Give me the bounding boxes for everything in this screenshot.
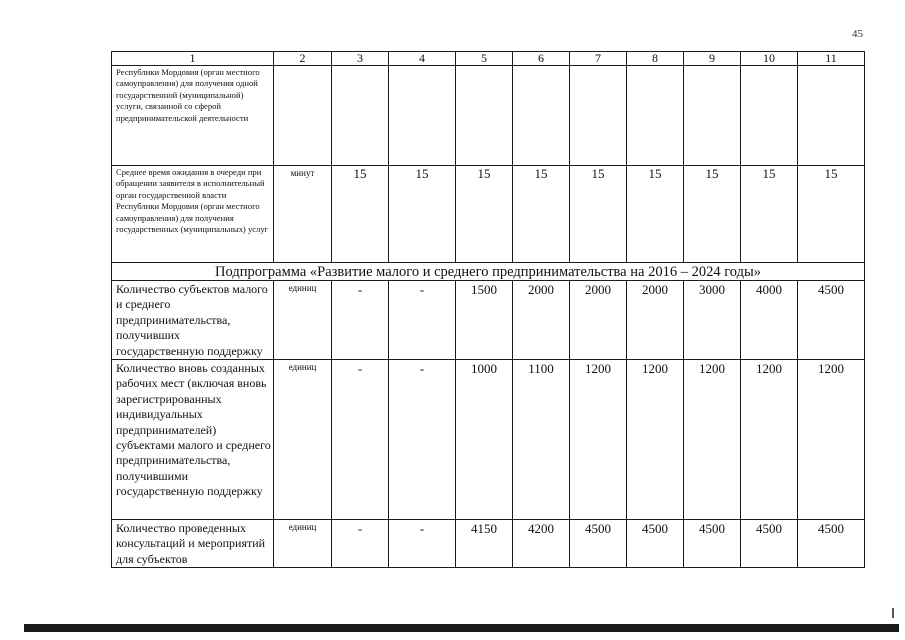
value-cell-col-3: 15	[332, 166, 389, 263]
page-number: 45	[852, 28, 863, 40]
unit-cell: единиц	[274, 360, 332, 520]
unit-cell	[274, 66, 332, 166]
value-cell-col-8: 15	[627, 166, 684, 263]
value-cell-col-9: 15	[684, 166, 741, 263]
indicators-table	[111, 51, 865, 568]
value-cell-col-11: 4500	[798, 520, 865, 568]
value-cell-col-5	[456, 66, 513, 166]
table-row	[112, 281, 865, 360]
value-cell-col-6: 4200	[513, 520, 570, 568]
value-cell-col-3: -	[332, 520, 389, 568]
value-cell-col-7: 15	[570, 166, 627, 263]
value-cell-col-8	[627, 66, 684, 166]
header-cell-3: 3	[332, 52, 389, 66]
value-cell-col-4: -	[389, 520, 456, 568]
value-cell-col-8: 1200	[627, 360, 684, 520]
header-cell-11: 11	[798, 52, 865, 66]
indicator-cell: Количество субъектов малого и среднего предпринимательства, получивших государственную поддержку	[112, 281, 274, 360]
indicator-cell: Республики Мордовия (орган местного самоуправления) для получения одной государственной (муниципальной) услуги, связанной со сферой предпринимательской деятельности	[112, 66, 274, 166]
value-cell-col-3: -	[332, 360, 389, 520]
unit-cell: единиц	[274, 281, 332, 360]
value-cell-col-11: 15	[798, 166, 865, 263]
value-cell-col-9: 1200	[684, 360, 741, 520]
indicator-cell: Количество вновь созданных рабочих мест (включая вновь зарегистрированных индивидуальных предпринимателей) субъектами малого и среднего предпринимательства, получившими государственную поддержку	[112, 360, 274, 520]
header-cell-5: 5	[456, 52, 513, 66]
value-cell-col-4: 15	[389, 166, 456, 263]
value-cell-col-6	[513, 66, 570, 166]
header-cell-4: 4	[389, 52, 456, 66]
header-row	[112, 52, 865, 66]
indicator-cell: Среднее время ожидания в очереди при обращении заявителя в исполнительный орган государственной власти Республики Мордовия (орган местного самоуправления) для получения государственных (муниципальных) услуг	[112, 166, 274, 263]
header-cell-8: 8	[627, 52, 684, 66]
value-cell-col-3	[332, 66, 389, 166]
scan-edge-bar	[24, 624, 899, 632]
value-cell-col-7: 1200	[570, 360, 627, 520]
value-cell-col-5: 15	[456, 166, 513, 263]
value-cell-col-10: 4000	[741, 281, 798, 360]
value-cell-col-8: 2000	[627, 281, 684, 360]
value-cell-col-7: 2000	[570, 281, 627, 360]
value-cell-col-10	[741, 66, 798, 166]
header-cell-9: 9	[684, 52, 741, 66]
header-cell-1: 1	[112, 52, 274, 66]
value-cell-col-8: 4500	[627, 520, 684, 568]
value-cell-col-4	[389, 66, 456, 166]
value-cell-col-6: 2000	[513, 281, 570, 360]
value-cell-col-5: 4150	[456, 520, 513, 568]
table-row	[112, 520, 865, 568]
value-cell-col-5: 1500	[456, 281, 513, 360]
table-row	[112, 166, 865, 263]
value-cell-col-10: 15	[741, 166, 798, 263]
unit-cell: минут	[274, 166, 332, 263]
value-cell-col-7: 4500	[570, 520, 627, 568]
header-cell-10: 10	[741, 52, 798, 66]
unit-cell: единиц	[274, 520, 332, 568]
value-cell-col-4: -	[389, 360, 456, 520]
header-cell-7: 7	[570, 52, 627, 66]
value-cell-col-5: 1000	[456, 360, 513, 520]
indicator-cell: Количество проведенных консультаций и мероприятий для субъектов	[112, 520, 274, 568]
value-cell-col-9	[684, 66, 741, 166]
header-cell-6: 6	[513, 52, 570, 66]
table-row	[112, 360, 865, 520]
value-cell-col-10: 4500	[741, 520, 798, 568]
value-cell-col-9: 3000	[684, 281, 741, 360]
value-cell-col-9: 4500	[684, 520, 741, 568]
scan-edge-mark	[892, 608, 894, 618]
value-cell-col-11	[798, 66, 865, 166]
value-cell-col-6: 15	[513, 166, 570, 263]
value-cell-col-4: -	[389, 281, 456, 360]
value-cell-col-3: -	[332, 281, 389, 360]
header-cell-2: 2	[274, 52, 332, 66]
value-cell-col-6: 1100	[513, 360, 570, 520]
value-cell-col-11: 1200	[798, 360, 865, 520]
value-cell-col-11: 4500	[798, 281, 865, 360]
section-row	[112, 263, 865, 281]
value-cell-col-10: 1200	[741, 360, 798, 520]
value-cell-col-7	[570, 66, 627, 166]
table-row	[112, 66, 865, 166]
section-title: Подпрограмма «Развитие малого и среднего предпринимательства на 2016 – 2024 годы»	[112, 263, 865, 281]
